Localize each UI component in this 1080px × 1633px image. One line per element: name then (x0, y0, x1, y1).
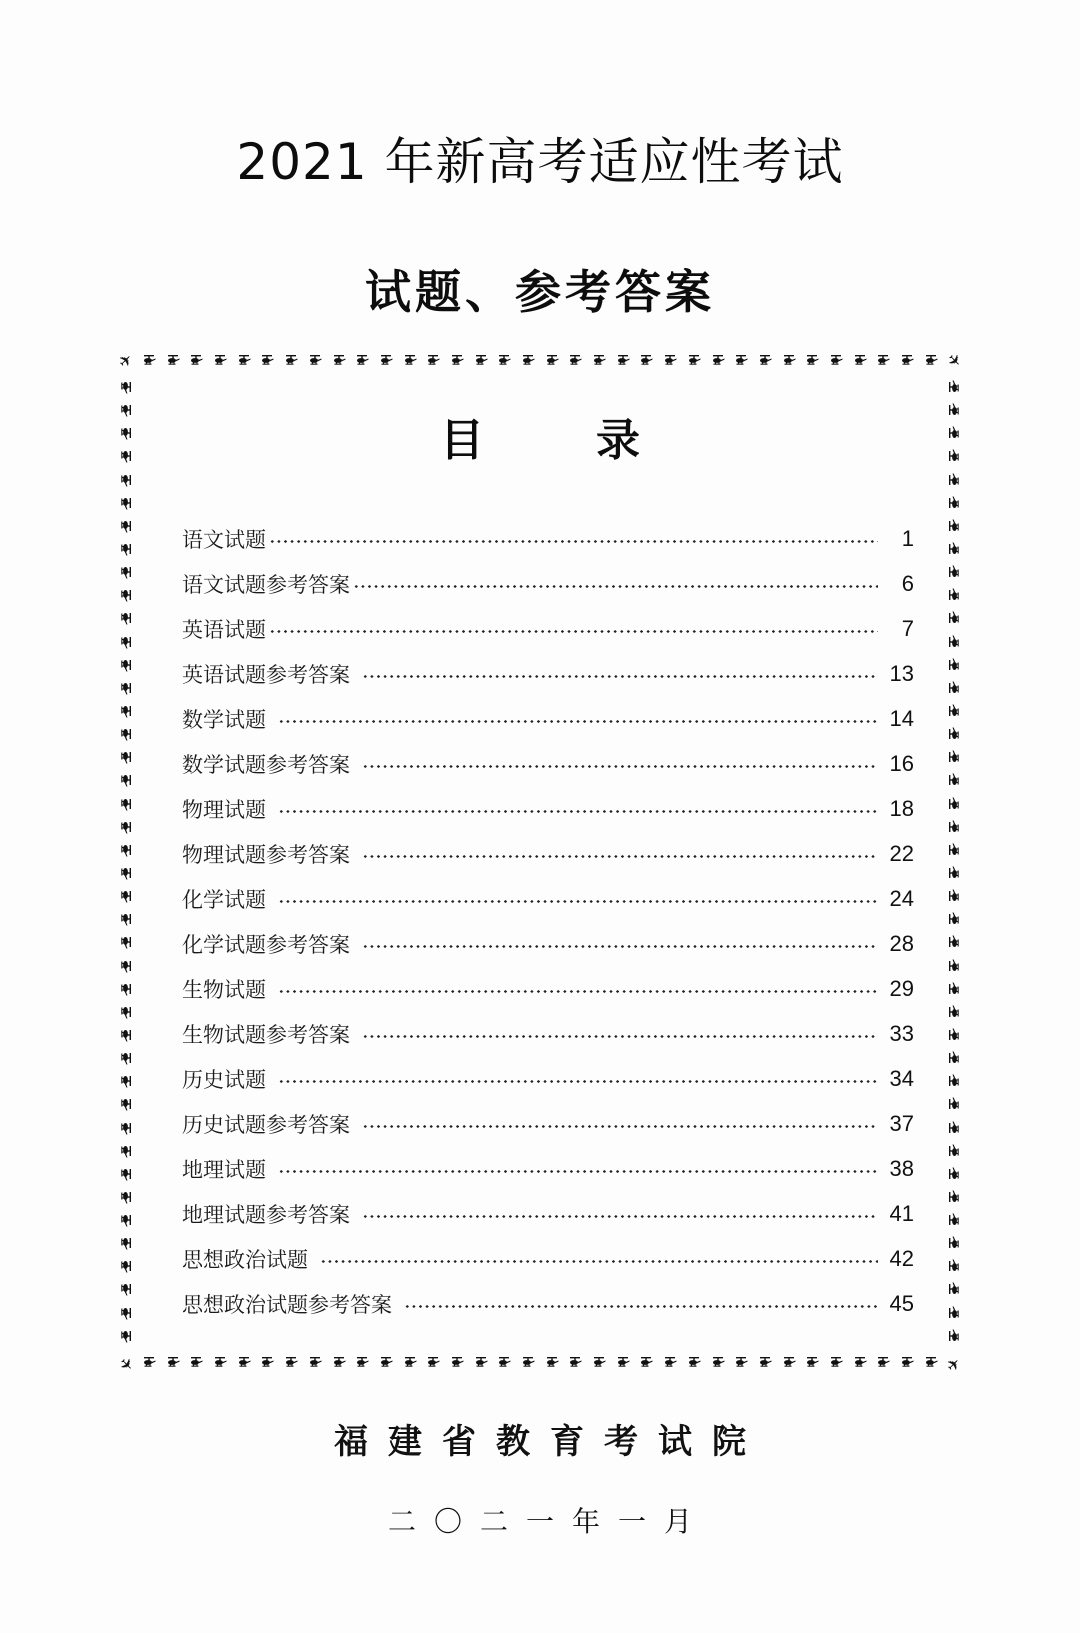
helicopter-icon (284, 353, 298, 371)
dot-leader (278, 990, 878, 993)
helicopter-icon (948, 516, 962, 539)
helicopter-icon (118, 1326, 132, 1349)
helicopter-icon (118, 863, 132, 886)
helicopter-icon (118, 1210, 132, 1233)
toc-entry-label: 化学试题 (182, 887, 266, 912)
helicopter-icon (948, 1164, 962, 1187)
helicopter-icon (118, 909, 132, 932)
toc-entry-label: 数学试题 (182, 707, 266, 732)
helicopter-icon (355, 353, 369, 371)
helicopter-icon (118, 724, 132, 747)
dot-leader (278, 810, 878, 813)
helicopter-icon (639, 1355, 653, 1373)
toc-entry-page: 29 (889, 975, 914, 1001)
helicopter-icon (948, 979, 962, 1002)
helicopter-icon (948, 1025, 962, 1048)
helicopter-icon (497, 1355, 511, 1373)
helicopter-icon (734, 1355, 748, 1373)
helicopter-icon (948, 470, 962, 493)
helicopter-icon (118, 886, 132, 909)
helicopter-icon (948, 608, 962, 631)
dot-leader (353, 585, 878, 588)
helicopter-icon (687, 1355, 701, 1373)
dot-leader (278, 1080, 878, 1083)
helicopter-icon (118, 979, 132, 1002)
helicopter-icon: ✈ (942, 1353, 966, 1377)
helicopter-icon (568, 353, 582, 371)
helicopter-icon (118, 1233, 132, 1256)
toc-entry-page: 6 (901, 570, 914, 596)
helicopter-icon (592, 1355, 606, 1373)
toc-entry-label: 英语试题 (182, 617, 266, 642)
helicopter-icon (166, 1355, 180, 1373)
helicopter-icon (948, 747, 962, 770)
dot-leader (269, 630, 878, 633)
helicopter-icon (734, 353, 748, 371)
document-title: 2021 年新高考适应性考试 (236, 132, 844, 191)
helicopter-icon (948, 1326, 962, 1349)
toc-entry-label: 地理试题 (182, 1157, 266, 1182)
helicopter-icon (687, 353, 701, 371)
dot-leader (362, 675, 878, 678)
dot-leader (362, 855, 878, 858)
helicopter-icon (118, 562, 132, 585)
helicopter-icon (118, 516, 132, 539)
border-right-helicopter-column (946, 377, 964, 1349)
toc-entry-page: 33 (889, 1020, 914, 1046)
helicopter-icon (118, 1187, 132, 1210)
toc-heading-char-1: 目 (440, 415, 484, 466)
helicopter-icon (948, 817, 962, 840)
helicopter-icon (592, 353, 606, 371)
helicopter-icon (118, 608, 132, 631)
helicopter-icon (118, 817, 132, 840)
helicopter-icon (308, 353, 322, 371)
helicopter-icon (829, 1355, 843, 1373)
helicopter-icon (948, 1141, 962, 1164)
helicopter-icon (450, 353, 464, 371)
toc-entry-label: 语文试题参考答案 (182, 572, 350, 597)
toc-entry-page: 13 (889, 660, 914, 686)
helicopter-icon (948, 794, 962, 817)
helicopter-icon (521, 1355, 535, 1373)
helicopter-icon (118, 956, 132, 979)
helicopter-icon (426, 1355, 440, 1373)
toc-entry[interactable] (182, 786, 914, 831)
helicopter-icon (379, 1355, 393, 1373)
helicopter-icon (474, 353, 488, 371)
helicopter-icon (118, 1094, 132, 1117)
helicopter-icon (948, 956, 962, 979)
dot-leader (320, 1260, 878, 1263)
helicopter-icon (948, 1094, 962, 1117)
helicopter-icon (616, 1355, 630, 1373)
helicopter-icon (782, 1355, 796, 1373)
toc-entry[interactable] (182, 696, 914, 741)
toc-entry[interactable] (182, 561, 914, 606)
border-bottom-helicopter-row (142, 1355, 938, 1373)
helicopter-icon: ✈ (114, 1353, 138, 1377)
helicopter-icon (545, 1355, 559, 1373)
publication-date: 二〇二一年一月 (387, 1505, 710, 1538)
toc-entry-page: 18 (889, 795, 914, 821)
helicopter-icon (142, 1355, 156, 1373)
toc-entry-page: 42 (889, 1245, 914, 1271)
helicopter-icon (948, 1187, 962, 1210)
helicopter-icon (711, 1355, 725, 1373)
toc-entry-page: 1 (901, 525, 914, 551)
helicopter-icon (237, 1355, 251, 1373)
helicopter-icon (426, 353, 440, 371)
helicopter-icon (142, 353, 156, 371)
helicopter-icon (924, 1355, 938, 1373)
helicopter-icon (118, 539, 132, 562)
helicopter-icon (118, 1048, 132, 1071)
toc-entry-label: 地理试题参考答案 (182, 1202, 350, 1227)
helicopter-icon (948, 701, 962, 724)
toc-entry-page: 24 (889, 885, 914, 911)
toc-entry-label: 思想政治试题 (182, 1247, 308, 1272)
helicopter-icon (948, 377, 962, 400)
toc-entry-page: 28 (889, 930, 914, 956)
helicopter-icon (948, 655, 962, 678)
helicopter-icon (284, 1355, 298, 1373)
helicopter-icon (213, 353, 227, 371)
toc-entry[interactable] (182, 1056, 914, 1101)
dot-leader (278, 900, 878, 903)
toc-entry-label: 化学试题参考答案 (182, 932, 350, 957)
toc-entry-page: 38 (889, 1155, 914, 1181)
helicopter-icon (497, 353, 511, 371)
dot-leader (269, 540, 878, 543)
helicopter-icon (876, 353, 890, 371)
helicopter-icon (948, 724, 962, 747)
toc-entry[interactable] (182, 1281, 914, 1326)
toc-entry-page: 45 (889, 1290, 914, 1316)
toc-entry[interactable] (182, 606, 914, 651)
toc-entry[interactable] (182, 1236, 914, 1281)
helicopter-icon (118, 1279, 132, 1302)
helicopter-icon (379, 353, 393, 371)
helicopter-icon (829, 353, 843, 371)
helicopter-icon (948, 863, 962, 886)
helicopter-icon (355, 1355, 369, 1373)
helicopter-icon (118, 1118, 132, 1141)
toc-entry-label: 数学试题参考答案 (182, 752, 350, 777)
helicopter-icon (948, 909, 962, 932)
helicopter-icon (237, 353, 251, 371)
helicopter-icon (118, 678, 132, 701)
helicopter-icon (118, 747, 132, 770)
helicopter-icon (118, 1256, 132, 1279)
helicopter-icon (118, 1025, 132, 1048)
helicopter-icon (924, 353, 938, 371)
toc-entry-label: 生物试题参考答案 (182, 1022, 350, 1047)
helicopter-icon: ✈ (942, 349, 966, 373)
helicopter-icon (213, 1355, 227, 1373)
border-left-helicopter-column (116, 377, 134, 1349)
helicopter-icon (948, 770, 962, 793)
helicopter-icon (189, 1355, 203, 1373)
toc-entry-label: 历史试题参考答案 (182, 1112, 350, 1137)
helicopter-icon (332, 1355, 346, 1373)
helicopter-icon (568, 1355, 582, 1373)
dot-leader (362, 1035, 878, 1038)
toc-entry[interactable] (182, 966, 914, 1011)
helicopter-icon (118, 1303, 132, 1326)
toc-entry[interactable] (182, 1146, 914, 1191)
helicopter-icon (948, 1256, 962, 1279)
toc-entry-label: 物理试题 (182, 797, 266, 822)
toc-heading (0, 414, 1080, 468)
toc-entry[interactable] (182, 741, 914, 786)
helicopter-icon (805, 1355, 819, 1373)
helicopter-icon (189, 353, 203, 371)
helicopter-icon (948, 678, 962, 701)
toc-entry-page: 16 (889, 750, 914, 776)
toc-entry-page: 22 (889, 840, 914, 866)
helicopter-icon (118, 1164, 132, 1187)
helicopter-icon (805, 353, 819, 371)
toc-entry[interactable] (182, 1191, 914, 1236)
toc-entry[interactable] (182, 921, 914, 966)
toc-entry-page: 7 (901, 615, 914, 641)
helicopter-icon (948, 1279, 962, 1302)
helicopter-icon (118, 794, 132, 817)
toc-entry[interactable] (182, 1101, 914, 1146)
toc-entry[interactable] (182, 651, 914, 696)
helicopter-icon (260, 353, 274, 371)
helicopter-icon (948, 1048, 962, 1071)
publisher-name: 福建省教育考试院 (334, 1422, 766, 1462)
helicopter-icon (663, 353, 677, 371)
helicopter-icon (948, 1118, 962, 1141)
toc-heading-char-2: 录 (596, 415, 640, 466)
dot-leader (362, 945, 878, 948)
helicopter-icon (118, 377, 132, 400)
helicopter-icon (948, 493, 962, 516)
toc-entry[interactable] (182, 876, 914, 921)
helicopter-icon (853, 353, 867, 371)
helicopter-icon (332, 353, 346, 371)
dot-leader (404, 1305, 878, 1308)
helicopter-icon (948, 1210, 962, 1233)
helicopter-icon (118, 840, 132, 863)
helicopter-icon (118, 470, 132, 493)
dot-leader (362, 1125, 878, 1128)
helicopter-icon (118, 932, 132, 955)
helicopter-icon (663, 1355, 677, 1373)
dot-leader (278, 720, 878, 723)
helicopter-icon (308, 1355, 322, 1373)
helicopter-icon (616, 353, 630, 371)
dot-leader (362, 765, 878, 768)
helicopter-icon (948, 585, 962, 608)
toc-entry-label: 英语试题参考答案 (182, 662, 350, 687)
helicopter-icon (948, 1233, 962, 1256)
helicopter-icon (118, 632, 132, 655)
dot-leader (278, 1170, 878, 1173)
helicopter-icon (948, 1002, 962, 1025)
helicopter-icon (948, 1303, 962, 1326)
helicopter-icon (474, 1355, 488, 1373)
helicopter-icon (948, 562, 962, 585)
border-top-helicopter-row (142, 353, 938, 371)
helicopter-icon (853, 1355, 867, 1373)
helicopter-icon (758, 1355, 772, 1373)
helicopter-icon (782, 353, 796, 371)
toc-entry-page: 37 (889, 1110, 914, 1136)
helicopter-icon (521, 353, 535, 371)
helicopter-icon (900, 353, 914, 371)
toc-entry[interactable] (182, 516, 914, 561)
toc-entry-page: 34 (889, 1065, 914, 1091)
toc-entry[interactable] (182, 1011, 914, 1056)
helicopter-icon (948, 886, 962, 909)
toc-entry-label: 思想政治试题参考答案 (182, 1292, 392, 1317)
helicopter-icon (118, 770, 132, 793)
helicopter-icon (118, 655, 132, 678)
helicopter-icon (876, 1355, 890, 1373)
helicopter-icon (639, 353, 653, 371)
helicopter-icon (545, 353, 559, 371)
toc-entry[interactable] (182, 831, 914, 876)
helicopter-icon (450, 1355, 464, 1373)
toc-entry-label: 物理试题参考答案 (182, 842, 350, 867)
helicopter-icon (900, 1355, 914, 1373)
helicopter-icon (403, 1355, 417, 1373)
helicopter-icon (118, 1141, 132, 1164)
helicopter-icon (948, 539, 962, 562)
helicopter-icon (948, 632, 962, 655)
document-subtitle: 试题、参考答案 (365, 265, 715, 320)
helicopter-icon (711, 353, 725, 371)
helicopter-icon: ✈ (114, 349, 138, 373)
helicopter-icon (948, 840, 962, 863)
helicopter-icon (758, 353, 772, 371)
helicopter-icon (118, 701, 132, 724)
helicopter-icon (118, 1071, 132, 1094)
dot-leader (362, 1215, 878, 1218)
toc-entry-label: 历史试题 (182, 1067, 266, 1092)
helicopter-icon (948, 1071, 962, 1094)
table-of-contents (182, 516, 914, 1326)
helicopter-icon (118, 493, 132, 516)
toc-entry-label: 语文试题 (182, 527, 266, 552)
helicopter-icon (948, 932, 962, 955)
helicopter-icon (260, 1355, 274, 1373)
helicopter-icon (118, 585, 132, 608)
toc-entry-label: 生物试题 (182, 977, 266, 1002)
toc-entry-page: 41 (889, 1200, 914, 1226)
helicopter-icon (166, 353, 180, 371)
helicopter-icon (118, 1002, 132, 1025)
toc-entry-page: 14 (889, 705, 914, 731)
helicopter-icon (403, 353, 417, 371)
